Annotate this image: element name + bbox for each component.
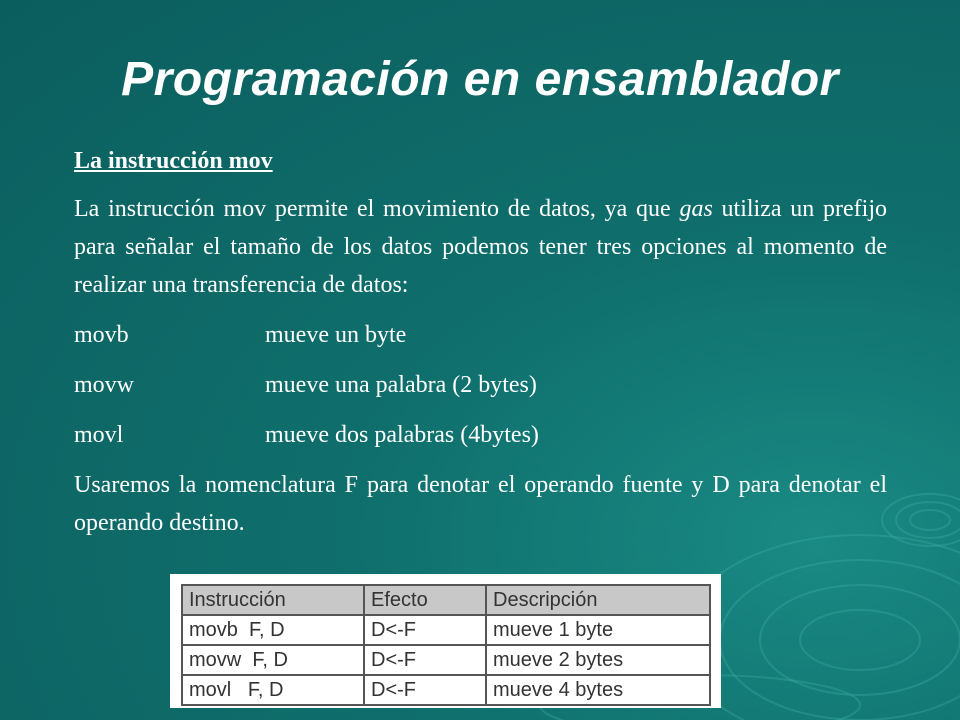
table-header-row — [182, 585, 710, 615]
cell-instruction: movw F, D — [182, 645, 364, 675]
intro-paragraph: La instrucción mov permite el movimiento de datos, ya que gas utiliza un prefijo para señalar el tamaño de los datos podemos tener tres opciones al momento de realizar una transferencia de datos: — [74, 196, 888, 298]
section-heading: La instrucción mov — [74, 148, 273, 174]
cell-effect: D<-F — [364, 675, 486, 705]
cell-instruction: movb F, D — [182, 615, 364, 645]
table-row — [182, 615, 710, 645]
header-instruccion: Instrucción — [182, 585, 364, 615]
option-desc: mueve dos palabras (4bytes) — [265, 422, 539, 448]
option-row — [74, 366, 887, 404]
option-row — [74, 316, 887, 354]
gas-term: gas — [679, 196, 713, 222]
table-row — [182, 645, 710, 675]
option-row — [74, 416, 887, 454]
slide-title: Programación en ensamblador — [121, 53, 839, 106]
header-efecto: Efecto — [364, 585, 486, 615]
option-instr: movw — [74, 372, 134, 398]
cell-effect: D<-F — [364, 645, 486, 675]
option-instr: movl — [74, 422, 124, 448]
cell-description: mueve 2 bytes — [486, 645, 710, 675]
option-desc: mueve una palabra (2 bytes) — [265, 372, 537, 398]
instruction-table — [181, 584, 711, 706]
cell-description: mueve 4 bytes — [486, 675, 710, 705]
option-instr: movb — [74, 322, 129, 348]
option-desc: mueve un byte — [265, 322, 407, 348]
instruction-table-image — [170, 574, 721, 708]
table-row — [182, 675, 710, 705]
nomenclature-paragraph: Usaremos la nomenclatura F para denotar el operando fuente y D para denotar el operando destino. — [74, 472, 887, 536]
cell-instruction: movl F, D — [182, 675, 364, 705]
cell-description: mueve 1 byte — [486, 615, 710, 645]
cell-effect: D<-F — [364, 615, 486, 645]
slide-body — [74, 142, 887, 554]
header-descripcion: Descripción — [486, 585, 710, 615]
